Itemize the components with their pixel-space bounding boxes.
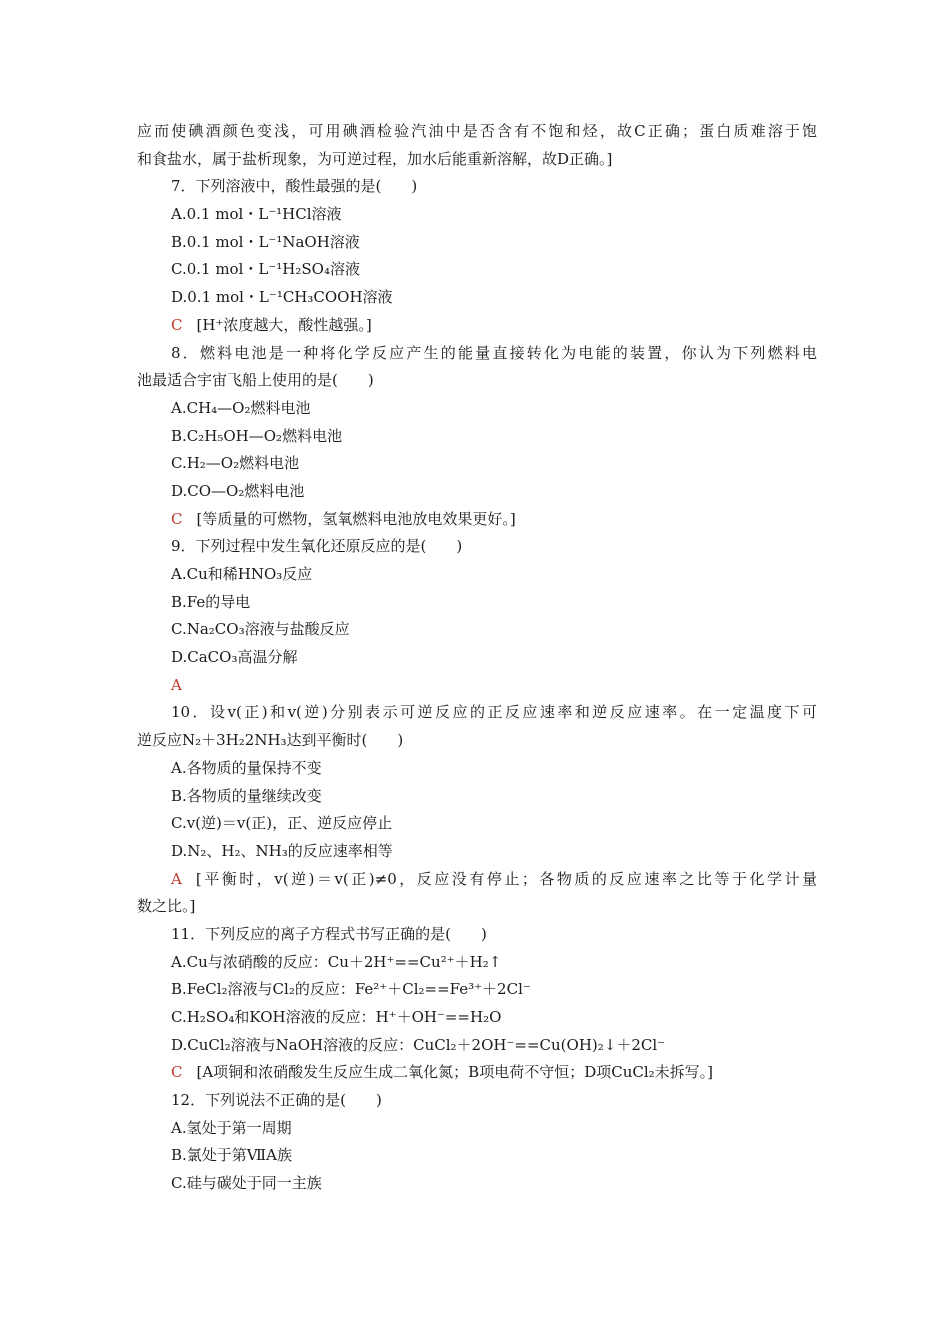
line-text: D.0.1 mol・L⁻¹CH₃COOH溶液 [171, 288, 393, 307]
text-line [137, 423, 817, 451]
text-line [137, 893, 817, 921]
text-line [137, 949, 817, 977]
line-text: B.Fe的导电 [171, 592, 251, 611]
line-text: D.N₂、H₂、NH₃的反应速率相等 [171, 841, 393, 860]
line-text: 数之比。] [137, 897, 196, 916]
line-text: A.各物质的量保持不变 [171, 758, 322, 777]
text-line [137, 284, 817, 312]
line-text: 8．燃料电池是一种将化学反应产生的能量直接转化为电能的装置，你认为下列燃料电 [171, 343, 817, 362]
answer-line [137, 312, 817, 340]
text-line [137, 118, 817, 146]
line-text: A.0.1 mol・L⁻¹HCl溶液 [171, 205, 342, 224]
text-line [137, 644, 817, 672]
answer-letter: A [171, 675, 182, 694]
line-text: C.Na₂CO₃溶液与盐酸反应 [171, 620, 350, 639]
text-line [137, 783, 817, 811]
line-text: 池最适合宇宙飞船上使用的是( ) [137, 371, 374, 390]
text-line [137, 1032, 817, 1060]
line-text: C.H₂SO₄和KOH溶液的反应：H⁺＋OH⁻==H₂O [171, 1008, 502, 1026]
answer-line [137, 672, 817, 700]
line-text: [平衡时，v(逆)＝v(正)≠0，反应没有停止；各物质的反应速率之比等于化学计量 [195, 869, 817, 888]
text-line [137, 589, 817, 617]
line-text: [A项铜和浓硝酸发生反应生成二氧化氮；B项电荷不守恒；D项CuCl₂未拆写。] [196, 1063, 713, 1082]
text-line [137, 367, 817, 395]
line-text: B.C₂H₅OH—O₂燃料电池 [171, 426, 343, 445]
line-text: A.Cu和稀HNO₃反应 [171, 565, 313, 583]
text-line [137, 533, 817, 561]
text-line [137, 699, 817, 727]
text-line [137, 1004, 817, 1032]
line-text: 7．下列溶液中，酸性最强的是( ) [171, 177, 418, 196]
line-text: A.氢处于第一周期 [171, 1118, 292, 1137]
line-text: C.H₂—O₂燃料电池 [171, 454, 300, 473]
line-text: [等质量的可燃物，氢氧燃料电池放电效果更好。] [196, 509, 516, 528]
line-text: D.CaCO₃高温分解 [171, 648, 298, 667]
answer-letter: C [171, 315, 183, 334]
line-text: B.各物质的量继续改变 [171, 786, 322, 805]
line-text: B.氯处于第ⅦA族 [171, 1146, 292, 1165]
answer-letter: C [171, 1063, 183, 1082]
line-text: 10．设v(正)和v(逆)分别表示可逆反应的正反应速率和逆反应速率。在一定温度下可 [171, 703, 817, 722]
line-text: D.CO—O₂燃料电池 [171, 481, 305, 500]
line-text: A.Cu与浓硝酸的反应：Cu＋2H⁺==Cu²⁺＋H₂↑ [171, 952, 502, 971]
answer-letter: A [171, 869, 182, 888]
text-line [137, 173, 817, 201]
line-text: C.v(逆)＝v(正)，正、逆反应停止 [171, 814, 393, 833]
text-line [137, 561, 817, 589]
line-text: [H⁺浓度越大，酸性越强。] [196, 315, 372, 334]
text-line [137, 921, 817, 949]
line-text: B.0.1 mol・L⁻¹NaOH溶液 [171, 232, 360, 251]
text-line [137, 755, 817, 783]
line-text: C.硅与碳处于同一主族 [171, 1174, 322, 1193]
line-text: 11．下列反应的离子方程式书写正确的是( ) [171, 924, 487, 943]
text-line [137, 450, 817, 478]
text-line [137, 229, 817, 257]
document-body [137, 118, 817, 1198]
line-text: 逆反应N₂＋3H₂2NH₃达到平衡时( ) [137, 731, 404, 750]
text-line [137, 810, 817, 838]
text-line [137, 146, 817, 174]
text-line [137, 478, 817, 506]
text-line [137, 1170, 817, 1198]
line-text: 9．下列过程中发生氧化还原反应的是( ) [171, 537, 463, 556]
line-text: B.FeCl₂溶液与Cl₂的反应：Fe²⁺＋Cl₂==Fe³⁺＋2Cl⁻ [171, 980, 531, 999]
text-line [137, 201, 817, 229]
line-text: A.CH₄—O₂燃料电池 [171, 398, 311, 417]
text-line [137, 616, 817, 644]
line-text: 12．下列说法不正确的是( ) [171, 1091, 382, 1110]
text-line [137, 727, 817, 755]
answer-line [137, 506, 817, 534]
answer-letter: C [171, 509, 183, 528]
text-line [137, 1142, 817, 1170]
text-line [137, 1115, 817, 1143]
text-line [137, 838, 817, 866]
text-line [137, 256, 817, 284]
line-text: C.0.1 mol・L⁻¹H₂SO₄溶液 [171, 260, 360, 279]
text-line [137, 340, 817, 368]
text-line [137, 1087, 817, 1115]
text-line [137, 395, 817, 423]
line-text: 和食盐水，属于盐析现象，为可逆过程，加水后能重新溶解，故D正确。] [137, 149, 613, 168]
answer-line [137, 1059, 817, 1087]
answer-line [137, 866, 817, 894]
line-text: D.CuCl₂溶液与NaOH溶液的反应：CuCl₂＋2OH⁻==Cu(OH)₂↓＋2Cl⁻ [171, 1035, 666, 1054]
line-text: 应而使碘酒颜色变浅，可用碘酒检验汽油中是否含有不饱和烃，故C正确；蛋白质难溶于饱 [137, 122, 817, 140]
text-line [137, 976, 817, 1004]
